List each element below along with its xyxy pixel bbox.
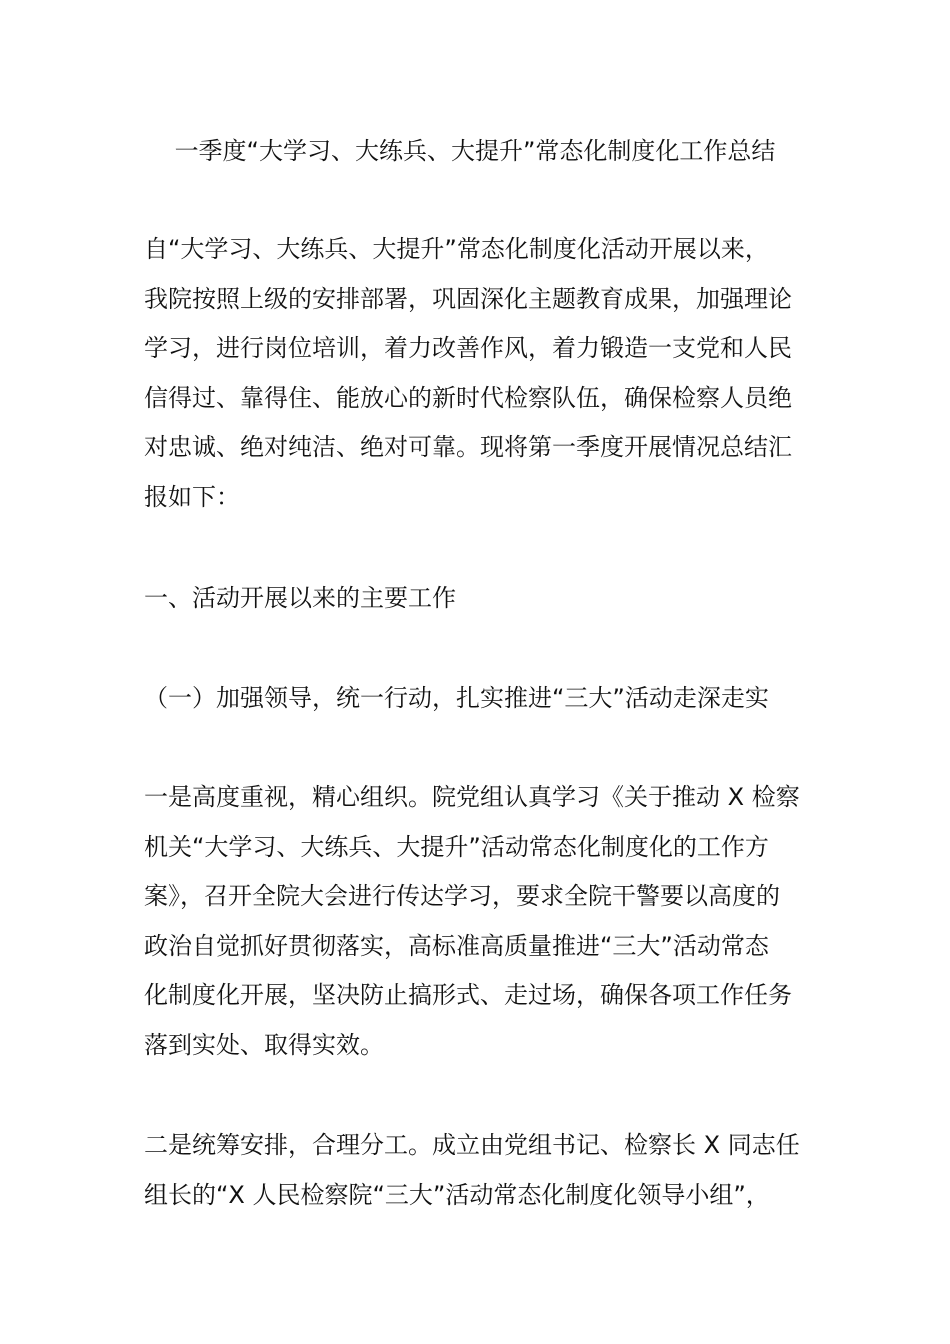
intro-line: 对忠诚、绝对纯洁、绝对可靠。现将第一季度开展情况总结汇 <box>144 433 792 461</box>
paragraph-line: 二是统筹安排，合理分工。成立由党组书记、检察长 X 同志任 <box>144 1131 800 1159</box>
paragraph-line: 一是高度重视，精心组织。院党组认真学习《关于推动 X 检察 <box>144 783 800 811</box>
intro-line: 报如下： <box>144 482 240 511</box>
paragraph-line: 案》，召开全院大会进行传达学习，要求全院干警要以高度的 <box>144 882 780 910</box>
paragraph-line: 政治自觉抓好贯彻落实，高标准高质量推进“三大”活动常态 <box>144 931 769 960</box>
subsection-heading: （一）加强领导，统一行动，扎实推进“三大”活动走深走实 <box>144 684 769 712</box>
paragraph-line: 化制度化开展，坚决防止搞形式、走过场，确保各项工作任务 <box>144 981 792 1009</box>
intro-line: 自“大学习、大练兵、大提升”常态化制度化活动开展以来， <box>144 235 769 263</box>
intro-line: 信得过、靠得住、能放心的新时代检察队伍，确保检察人员绝 <box>144 383 792 412</box>
document-title: 一季度“大学习、大练兵、大提升”常态化制度化工作总结 <box>174 137 776 165</box>
paragraph-line: 组长的“X 人民检察院“三大”活动常态化制度化领导小组”， <box>144 1180 770 1209</box>
intro-line: 学习，进行岗位培训，着力改善作风，着力锻造一支党和人民 <box>144 334 792 362</box>
paragraph-2 <box>144 1121 824 1220</box>
intro-line: 我院按照上级的安排部署，巩固深化主题教育成果，加强理论 <box>144 284 792 313</box>
paragraph-1 <box>144 773 824 1070</box>
section-heading: 一、活动开展以来的主要工作 <box>144 584 456 612</box>
paragraph-line: 机关“大学习、大练兵、大提升”活动常态化制度化的工作方 <box>144 832 769 861</box>
intro-paragraph <box>144 225 824 522</box>
paragraph-line: 落到实处、取得实效。 <box>144 1030 384 1059</box>
